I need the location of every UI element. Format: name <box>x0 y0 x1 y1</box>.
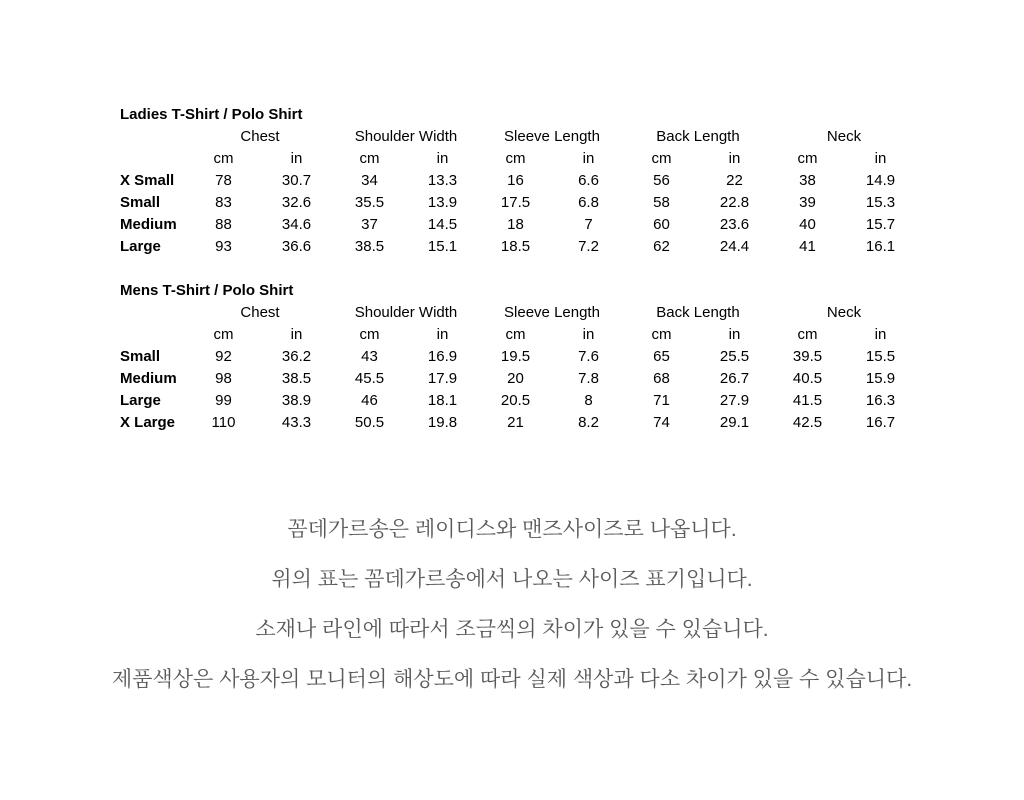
size-value: 19.8 <box>427 414 458 431</box>
size-value: 16.1 <box>865 238 896 255</box>
size-value: 56 <box>653 172 670 189</box>
mens-size-table <box>120 302 917 434</box>
group-header-sleeve-length: Sleeve Length <box>504 128 600 145</box>
unit-header: in <box>436 150 449 167</box>
unit-header: cm <box>651 326 672 343</box>
corner-spacer <box>120 126 187 148</box>
size-row-label: X Large <box>120 414 176 431</box>
size-value: 38.5 <box>281 370 312 387</box>
size-value: 39.5 <box>792 348 823 365</box>
size-value: 43.3 <box>281 414 312 431</box>
size-value: 41 <box>799 238 816 255</box>
size-value: 88 <box>215 216 232 233</box>
size-row-label: Large <box>120 238 161 255</box>
size-value: 16.3 <box>865 392 896 409</box>
unit-header: in <box>874 150 887 167</box>
product-notes <box>0 515 1024 715</box>
unit-header-row <box>120 148 917 170</box>
size-value: 38.5 <box>354 238 385 255</box>
size-tables-section <box>120 104 917 434</box>
note-line-color-disclaimer: 제품색상은 사용자의 모니터의 해상도에 따라 실제 색상과 다소 차이가 있을 수 있습니다. <box>111 668 913 691</box>
size-row-label: Small <box>120 194 161 211</box>
mens-table-title: Mens T-Shirt / Polo Shirt <box>120 282 294 299</box>
size-value: 46 <box>361 392 378 409</box>
size-value: 26.7 <box>719 370 750 387</box>
size-value: 14.9 <box>865 172 896 189</box>
corner-spacer <box>120 148 187 170</box>
size-value: 62 <box>653 238 670 255</box>
size-value: 7 <box>584 216 593 233</box>
size-value: 16.9 <box>427 348 458 365</box>
size-value: 7.8 <box>578 370 599 387</box>
size-value: 50.5 <box>354 414 385 431</box>
table-gap <box>120 258 917 280</box>
unit-header: in <box>290 150 303 167</box>
table-row <box>120 214 917 236</box>
unit-header: cm <box>213 326 234 343</box>
size-value: 22 <box>726 172 743 189</box>
unit-header: cm <box>797 150 818 167</box>
size-value: 29.1 <box>719 414 750 431</box>
note-line-sizes-available: 꼼데가르송은 레이디스와 맨즈사이즈로 나옵니다. <box>287 518 737 541</box>
note-line-variation-by-line: 소재나 라인에 따라서 조금씩의 차이가 있을 수 있습니다. <box>255 618 769 641</box>
size-value: 30.7 <box>281 172 312 189</box>
size-value: 65 <box>653 348 670 365</box>
group-header-back-length: Back Length <box>656 128 740 145</box>
size-value: 74 <box>653 414 670 431</box>
size-value: 92 <box>215 348 232 365</box>
size-value: 20 <box>507 370 524 387</box>
group-header-sleeve-length: Sleeve Length <box>504 304 600 321</box>
size-row-label: Medium <box>120 370 177 387</box>
unit-header: cm <box>505 150 526 167</box>
corner-spacer <box>120 324 187 346</box>
size-value: 23.6 <box>719 216 750 233</box>
corner-spacer <box>120 302 187 324</box>
size-value: 7.2 <box>578 238 599 255</box>
size-value: 16.7 <box>865 414 896 431</box>
table-row <box>120 170 917 192</box>
group-header-row <box>120 126 917 148</box>
table-row <box>120 368 917 390</box>
group-header-neck: Neck <box>826 304 862 321</box>
unit-header: cm <box>797 326 818 343</box>
size-value: 15.1 <box>427 238 458 255</box>
size-row-label: Small <box>120 348 161 365</box>
size-value: 15.3 <box>865 194 896 211</box>
size-value: 13.9 <box>427 194 458 211</box>
size-value: 18.1 <box>427 392 458 409</box>
size-value: 68 <box>653 370 670 387</box>
ladies-table-title: Ladies T-Shirt / Polo Shirt <box>120 106 303 123</box>
unit-header: in <box>436 326 449 343</box>
note-line-size-chart-source: 위의 표는 꼼데가르송에서 나오는 사이즈 표기입니다. <box>271 568 753 591</box>
table-row <box>120 236 917 258</box>
size-value: 34.6 <box>281 216 312 233</box>
size-value: 39 <box>799 194 816 211</box>
group-header-shoulder-width: Shoulder Width <box>354 304 458 321</box>
group-header-back-length: Back Length <box>656 304 740 321</box>
group-header-row <box>120 302 917 324</box>
unit-header: cm <box>359 326 380 343</box>
group-header-shoulder-width: Shoulder Width <box>354 128 458 145</box>
ladies-size-table <box>120 126 917 258</box>
size-value: 18.5 <box>500 238 531 255</box>
size-value: 38.9 <box>281 392 312 409</box>
unit-header: cm <box>505 326 526 343</box>
size-value: 15.9 <box>865 370 896 387</box>
size-value: 40.5 <box>792 370 823 387</box>
size-value: 14.5 <box>427 216 458 233</box>
size-value: 58 <box>653 194 670 211</box>
unit-header: in <box>874 326 887 343</box>
size-value: 38 <box>799 172 816 189</box>
size-value: 99 <box>215 392 232 409</box>
size-value: 36.2 <box>281 348 312 365</box>
size-value: 13.3 <box>427 172 458 189</box>
group-header-chest: Chest <box>240 304 280 321</box>
size-value: 98 <box>215 370 232 387</box>
size-value: 93 <box>215 238 232 255</box>
size-value: 36.6 <box>281 238 312 255</box>
size-value: 22.8 <box>719 194 750 211</box>
unit-header: cm <box>213 150 234 167</box>
size-value: 6.8 <box>578 194 599 211</box>
size-value: 43 <box>361 348 378 365</box>
size-value: 37 <box>361 216 378 233</box>
table-row <box>120 192 917 214</box>
size-value: 83 <box>215 194 232 211</box>
unit-header: cm <box>359 150 380 167</box>
size-value: 35.5 <box>354 194 385 211</box>
unit-header: in <box>728 326 741 343</box>
group-header-chest: Chest <box>240 128 280 145</box>
size-value: 42.5 <box>792 414 823 431</box>
size-value: 25.5 <box>719 348 750 365</box>
size-value: 7.6 <box>578 348 599 365</box>
size-value: 40 <box>799 216 816 233</box>
size-value: 18 <box>507 216 524 233</box>
size-value: 60 <box>653 216 670 233</box>
size-row-label: X Small <box>120 172 175 189</box>
size-value: 6.6 <box>578 172 599 189</box>
unit-header: in <box>728 150 741 167</box>
size-value: 19.5 <box>500 348 531 365</box>
size-value: 8 <box>584 392 593 409</box>
size-value: 8.2 <box>578 414 599 431</box>
size-value: 16 <box>507 172 524 189</box>
size-value: 24.4 <box>719 238 750 255</box>
size-value: 15.5 <box>865 348 896 365</box>
size-value: 21 <box>507 414 524 431</box>
size-value: 20.5 <box>500 392 531 409</box>
size-value: 110 <box>211 414 236 431</box>
size-value: 78 <box>215 172 232 189</box>
table-row <box>120 412 917 434</box>
unit-header: cm <box>651 150 672 167</box>
size-value: 17.9 <box>427 370 458 387</box>
size-value: 34 <box>361 172 378 189</box>
table-row <box>120 390 917 412</box>
unit-header: in <box>290 326 303 343</box>
table-row <box>120 346 917 368</box>
size-value: 32.6 <box>281 194 312 211</box>
size-row-label: Medium <box>120 216 177 233</box>
unit-header: in <box>582 150 595 167</box>
size-value: 41.5 <box>792 392 823 409</box>
unit-header-row <box>120 324 917 346</box>
unit-header: in <box>582 326 595 343</box>
size-value: 17.5 <box>500 194 531 211</box>
size-value: 45.5 <box>354 370 385 387</box>
size-row-label: Large <box>120 392 161 409</box>
size-value: 27.9 <box>719 392 750 409</box>
group-header-neck: Neck <box>826 128 862 145</box>
size-value: 15.7 <box>865 216 896 233</box>
size-value: 71 <box>653 392 670 409</box>
